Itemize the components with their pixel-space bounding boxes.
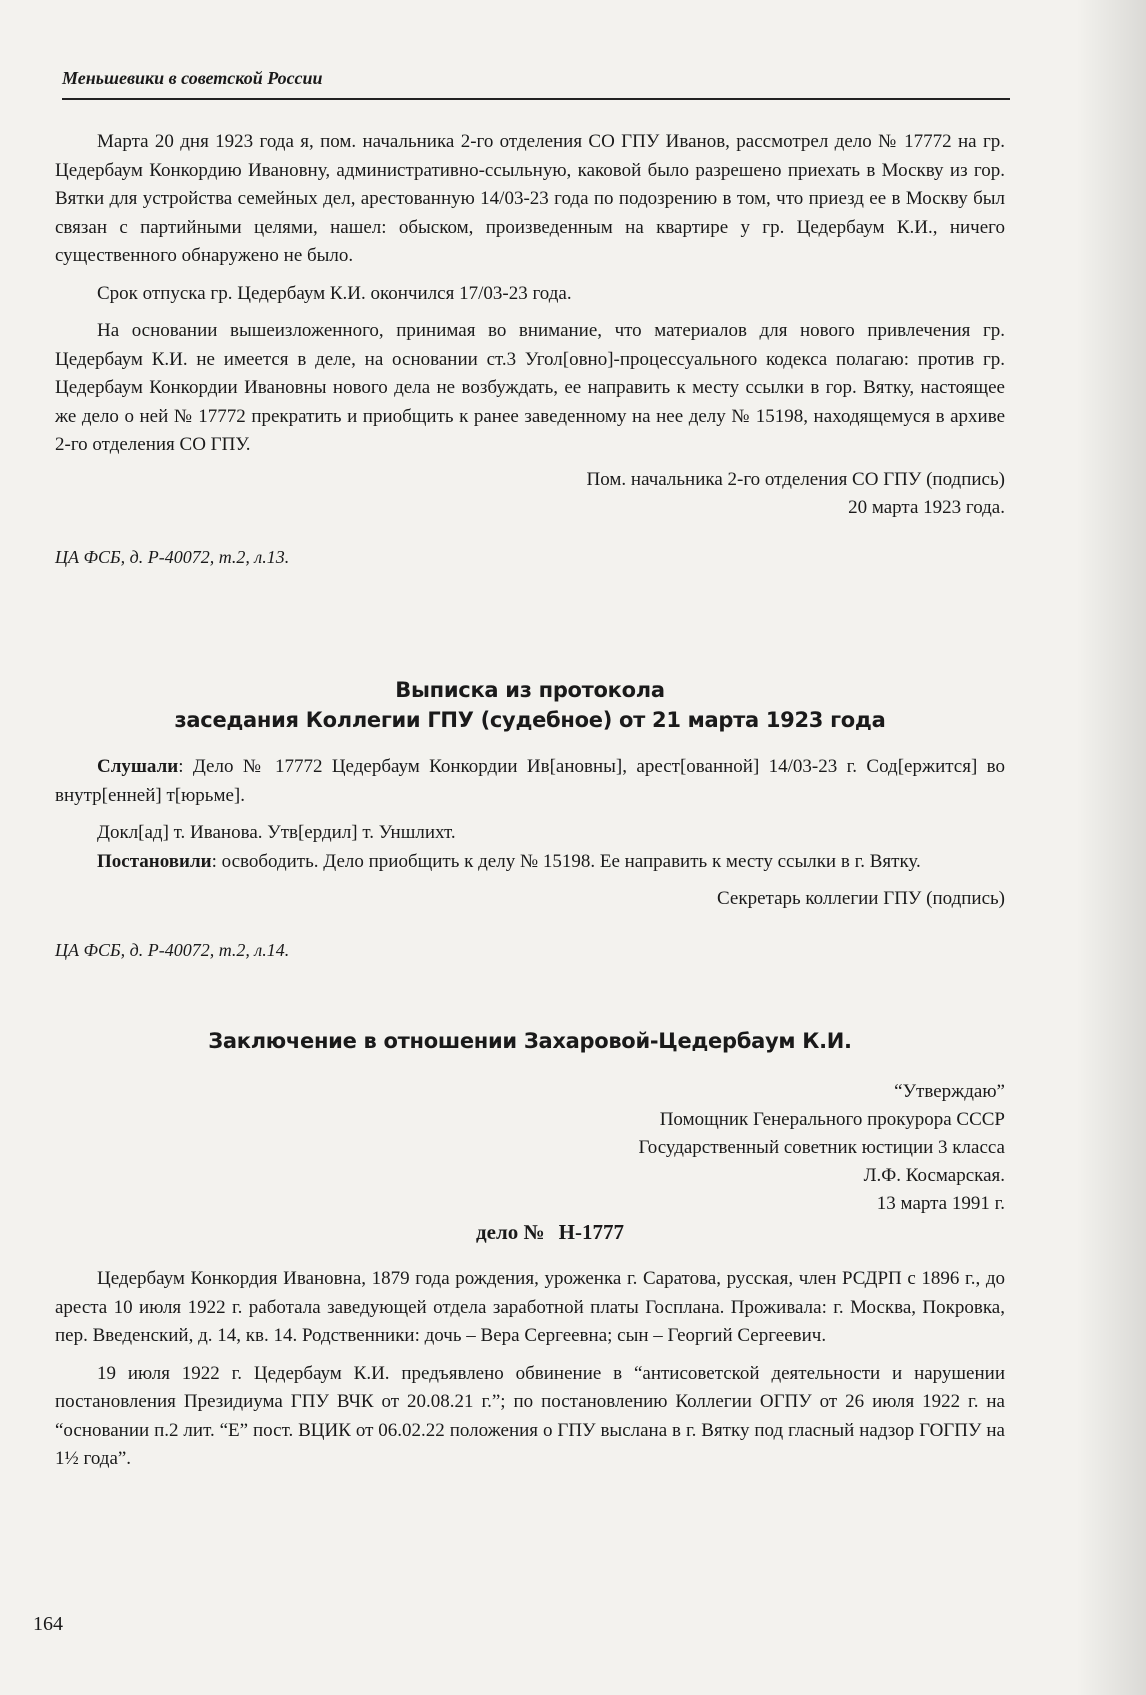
doc2-title-line-1: Выписка из протокола — [395, 678, 665, 702]
doc1-paragraph-3: На основании вышеизложенного, принимая во внимание, что материалов для нового привлечения гр. Цедербаум К.И. не имеется в деле, на основании ст.3 Угол[овно]-процессуального кодекса полагаю: против гр. Цедербаум Конкордии Ивановны нового дела не возбуждать, ее направить к месту ссылки в гор. Вятку, настоящее же дело о ней № 17772 прекратить и приобщить к ранее заведенному на нее делу № 15198, находящемуся в архиве 2-го отделения СО ГПУ. — [55, 320, 1005, 455]
doc3-paragraph-2: 19 июля 1922 г. Цедербаум К.И. предъявлено обвинение в “антисоветской деятельности и нарушении постановления Президиума ГПУ ВЧК от 20.08.21 г.”; по постановлению Коллегии ОГПУ от 26 июля 1922 г. на “основании п.2 лит. “Е” пост. ВЦИК от 06.02.22 положения о ГПУ выслана в г. Вятку под гласный надзор ГОГПУ на 1½ года”. — [55, 1362, 1005, 1469]
doc2-decided-label: Постановили — [97, 850, 212, 872]
page-content — [55, 128, 1005, 1474]
case-number — [95, 1220, 1005, 1245]
doc1-date: 20 марта 1923 года. — [848, 497, 1005, 518]
doc2-decided-text: : освободить. Дело приобщить к делу № 15198. Ее направить к месту ссылки в г. Вятку. — [211, 850, 921, 872]
approval-line-2: Помощник Генерального прокурора СССР — [659, 1109, 1005, 1130]
doc2-decided — [55, 848, 1005, 877]
doc3-approval-block — [55, 1078, 1005, 1218]
page-edge-shadow — [1076, 0, 1146, 1695]
doc1-paragraph-2: Срок отпуска гр. Цедербаум К.И. окончился 17/03-23 года. — [97, 282, 572, 304]
doc2-secretary: Секретарь коллегии ГПУ (подпись) — [717, 888, 1005, 909]
doc2-title — [55, 675, 1005, 735]
approval-line-5: 13 марта 1991 г. — [876, 1193, 1005, 1214]
doc2-source: ЦА ФСБ, д. Р-40072, т.2, л.14. — [55, 939, 290, 960]
header-rule — [62, 98, 1010, 100]
doc1-paragraph-1: Марта 20 дня 1923 года я, пом. начальника 2-го отделения СО ГПУ Иванов, рассмотрел дело № 17772 на гр. Цедербаум Конкордию Ивановну, административно-ссыльную, каковой было разрешено приехать в Москву из гор. Вятки для устройства семейных дел, арестованную 14/03-23 года по подозрению в том, что приезд ее в Москву был связан с партийными целями, нашел: обыском, произведенным на квартире у гр. Цедербаум К.И., ничего существенного обнаружено не было. — [55, 131, 1005, 266]
doc1-signature: Пом. начальника 2-го отделения СО ГПУ (подпись) — [586, 468, 1005, 490]
running-header: Меньшевики в советской России — [62, 68, 323, 88]
doc2-heard-label: Слушали — [97, 756, 179, 777]
case-number-label: дело № — [476, 1220, 545, 1244]
doc3-title: Заключение в отношении Захаровой-Цедербаум К.И. — [208, 1029, 852, 1053]
approval-line-3: Государственный советник юстиции 3 класса — [638, 1137, 1005, 1158]
doc2-report: Докл[ад] т. Иванова. Утв[ердил] т. Уншлихт. — [97, 822, 456, 843]
doc3-paragraph-1: Цедербаум Конкордия Ивановна, 1879 года рождения, уроженка г. Саратова, русская, член РСДРП с 1896 г., до ареста 10 июля 1922 г. работала заведующей отдела заработной платы Госплана. Проживала: г. Москва, Покровка, пер. Введенский, д. 14, кв. 14. Родственники: дочь – Вера Сергеевна; сын – Георгий Сергеевич. — [55, 1268, 1005, 1346]
doc2-heard-text: : Дело № 17772 Цедербаум Конкордии Ив[ановны], арест[ованной] 14/03-23 г. Сод[ержится] во внутр[енней] т[юрьме]. — [55, 756, 1005, 806]
doc2-title-line-2: заседания Коллегии ГПУ (судебное) от 21 марта 1923 года — [174, 708, 886, 732]
page-number: 164 — [33, 1613, 63, 1635]
approval-line-1: “Утверждаю” — [894, 1081, 1005, 1102]
doc2-heard — [55, 753, 1005, 810]
case-number-value: Н-1777 — [558, 1220, 624, 1244]
approval-line-4: Л.Ф. Космарская. — [863, 1165, 1005, 1186]
doc1-source: ЦА ФСБ, д. Р-40072, т.2, л.13. — [55, 546, 290, 567]
